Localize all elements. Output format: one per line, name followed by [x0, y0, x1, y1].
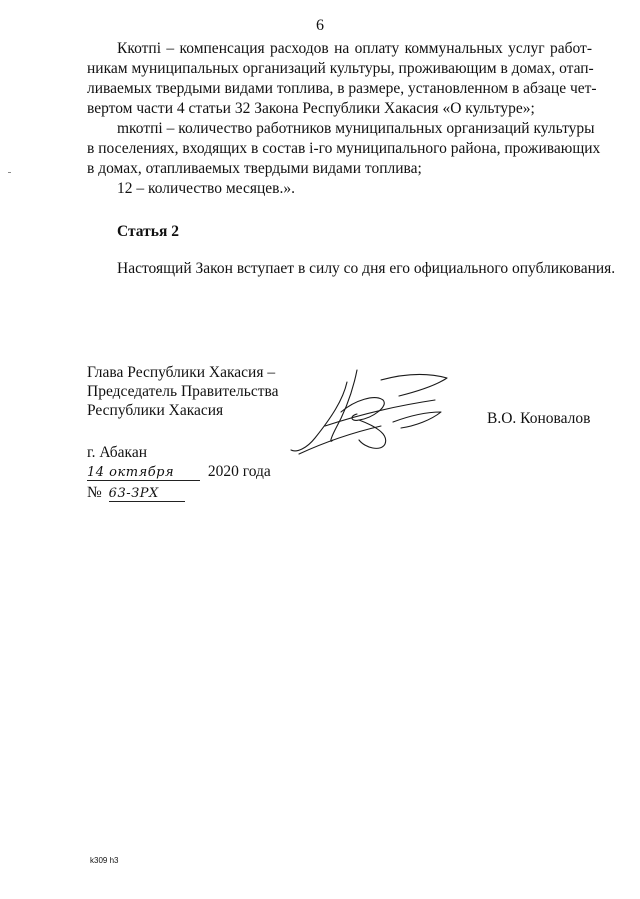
place: г. Абакан: [87, 444, 148, 461]
body-line-7: в домах, отапливаемых твердыми видами топлива;: [87, 160, 422, 177]
signatory-name: В.О. Коновалов: [487, 410, 591, 427]
number-line: [87, 484, 185, 502]
handwritten-date: 14 октября: [87, 465, 200, 481]
signatory-title-line-2: Председатель Правительства: [87, 383, 279, 400]
year-text: 2020 года: [207, 463, 271, 480]
body-line-5: mкотпi – количество работников муниципальных организаций культуры: [117, 120, 595, 137]
footer-code: k309 h3: [90, 856, 119, 865]
body-line-6: в поселениях, входящих в состав i-го муниципального района, проживающих: [87, 140, 601, 157]
body-line-8: 12 – количество месяцев.».: [117, 180, 295, 197]
page-number: 6: [316, 17, 324, 34]
article-text: Настоящий Закон вступает в силу со дня его официального опубликования.: [117, 260, 616, 277]
handwritten-signature: [285, 360, 460, 460]
body-line-1: Ккотпi – компенсация расходов на оплату коммунальных услуг работ-: [117, 40, 592, 57]
number-prefix: №: [87, 484, 102, 501]
signatory-title-line-1: Глава Республики Хакасия –: [87, 364, 276, 381]
body-line-3: ливаемых твердыми видами топлива, в размере, установленном в абзаце чет-: [87, 80, 597, 97]
handwritten-number: 63-ЗРХ: [109, 486, 185, 502]
signatory-title-line-3: Республики Хакасия: [87, 402, 224, 419]
date-line: [87, 463, 271, 481]
body-line-2: никам муниципальных организаций культуры, проживающим в домах, отап-: [87, 60, 594, 77]
body-line-4: вертом части 4 статьи 32 Закона Республики Хакасия «О культуре»;: [87, 100, 535, 117]
article-heading: Статья 2: [117, 223, 179, 240]
scan-mark: [8, 172, 11, 173]
